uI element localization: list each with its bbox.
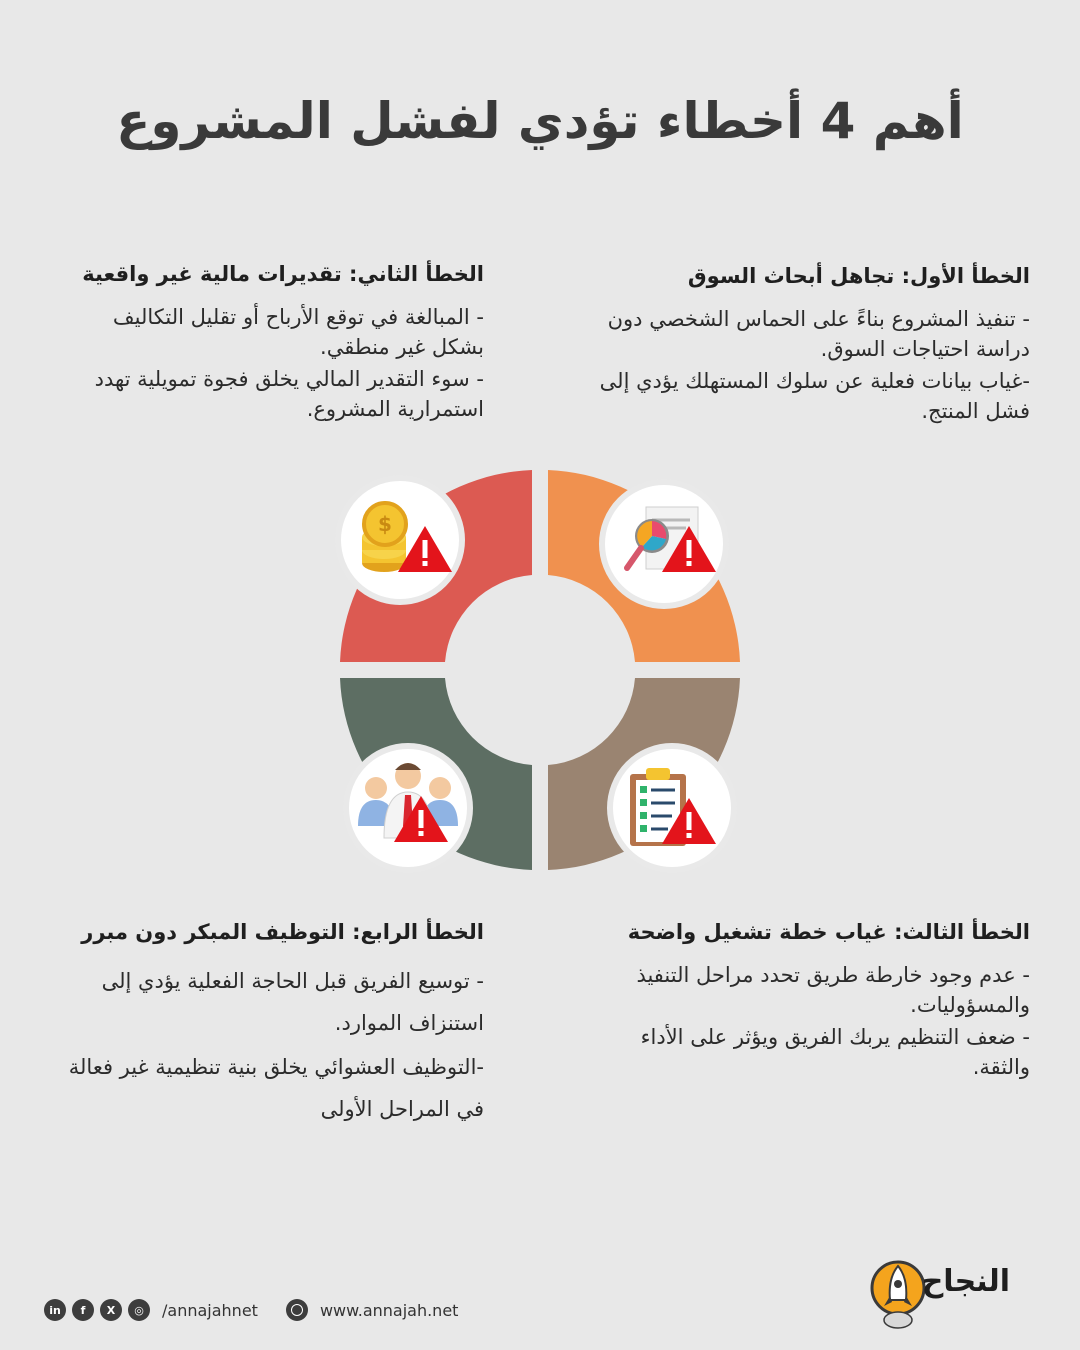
mistake-4-point-2: -التوظيف العشوائي يخلق بنية تنظيمية غير فعالة في المراحل الأولى [68, 1055, 484, 1121]
clipboard-warning-icon [610, 746, 734, 870]
footer-bar [44, 1296, 458, 1324]
mistake-2-point-2: - سوء التقدير المالي يخلق فجوة تمويلية تهدد استمرارية المشروع. [94, 367, 484, 421]
market-research-warning-icon [602, 482, 726, 606]
team-warning-icon [346, 746, 470, 870]
mistake-1-point-1: - تنفيذ المشروع بناءً على الحماس الشخصي دون دراسة احتياجات السوق. [607, 307, 1030, 361]
mistake-2-point-1: - المبالغة في توقع الأرباح أو تقليل التكاليف بشكل غير منطقي. [112, 305, 484, 359]
mistake-1-heading: الخطأ الأول: تجاهل أبحاث السوق [687, 264, 1030, 288]
social-handle[interactable]: /annajahnet [162, 1300, 258, 1320]
mistake-3-point-1: - عدم وجود خارطة طريق تحدد مراحل التنفيذ والمسؤوليات. [636, 963, 1030, 1017]
svg-text:$: $ [378, 512, 392, 536]
mistake-4-heading: الخطأ الرابع: التوظيف المبكر دون مبرر [81, 920, 484, 944]
facebook-icon[interactable]: f [72, 1299, 94, 1321]
page-title: أهم 4 أخطاء تؤدي لفشل المشروع [116, 92, 964, 150]
linkedin-icon[interactable]: in [44, 1299, 66, 1321]
mistake-3-point-2: - ضعف التنظيم يربك الفريق ويؤثر على الأداء والثقة. [640, 1025, 1030, 1079]
website-link[interactable]: www.annajah.net [319, 1300, 459, 1320]
mistake-1-point-2: -غياب بيانات فعلية عن سلوك المستهلك يؤدي إلى فشل المنتج. [599, 369, 1030, 423]
globe-icon [286, 1299, 308, 1321]
brand-name: النجاح [921, 1264, 1010, 1299]
instagram-icon[interactable]: ◎ [128, 1299, 150, 1321]
mistake-2-heading: الخطأ الثاني: تقديرات مالية غير واقعية [82, 262, 484, 286]
mistake-4-point-1: - توسيع الفريق قبل الحاجة الفعلية يؤدي إلى استنزاف الموارد. [101, 969, 484, 1035]
mistake-3-heading: الخطأ الثالث: غياب خطة تشغيل واضحة [627, 920, 1030, 944]
coins-warning-icon [338, 478, 462, 602]
x-icon[interactable]: X [100, 1299, 122, 1321]
